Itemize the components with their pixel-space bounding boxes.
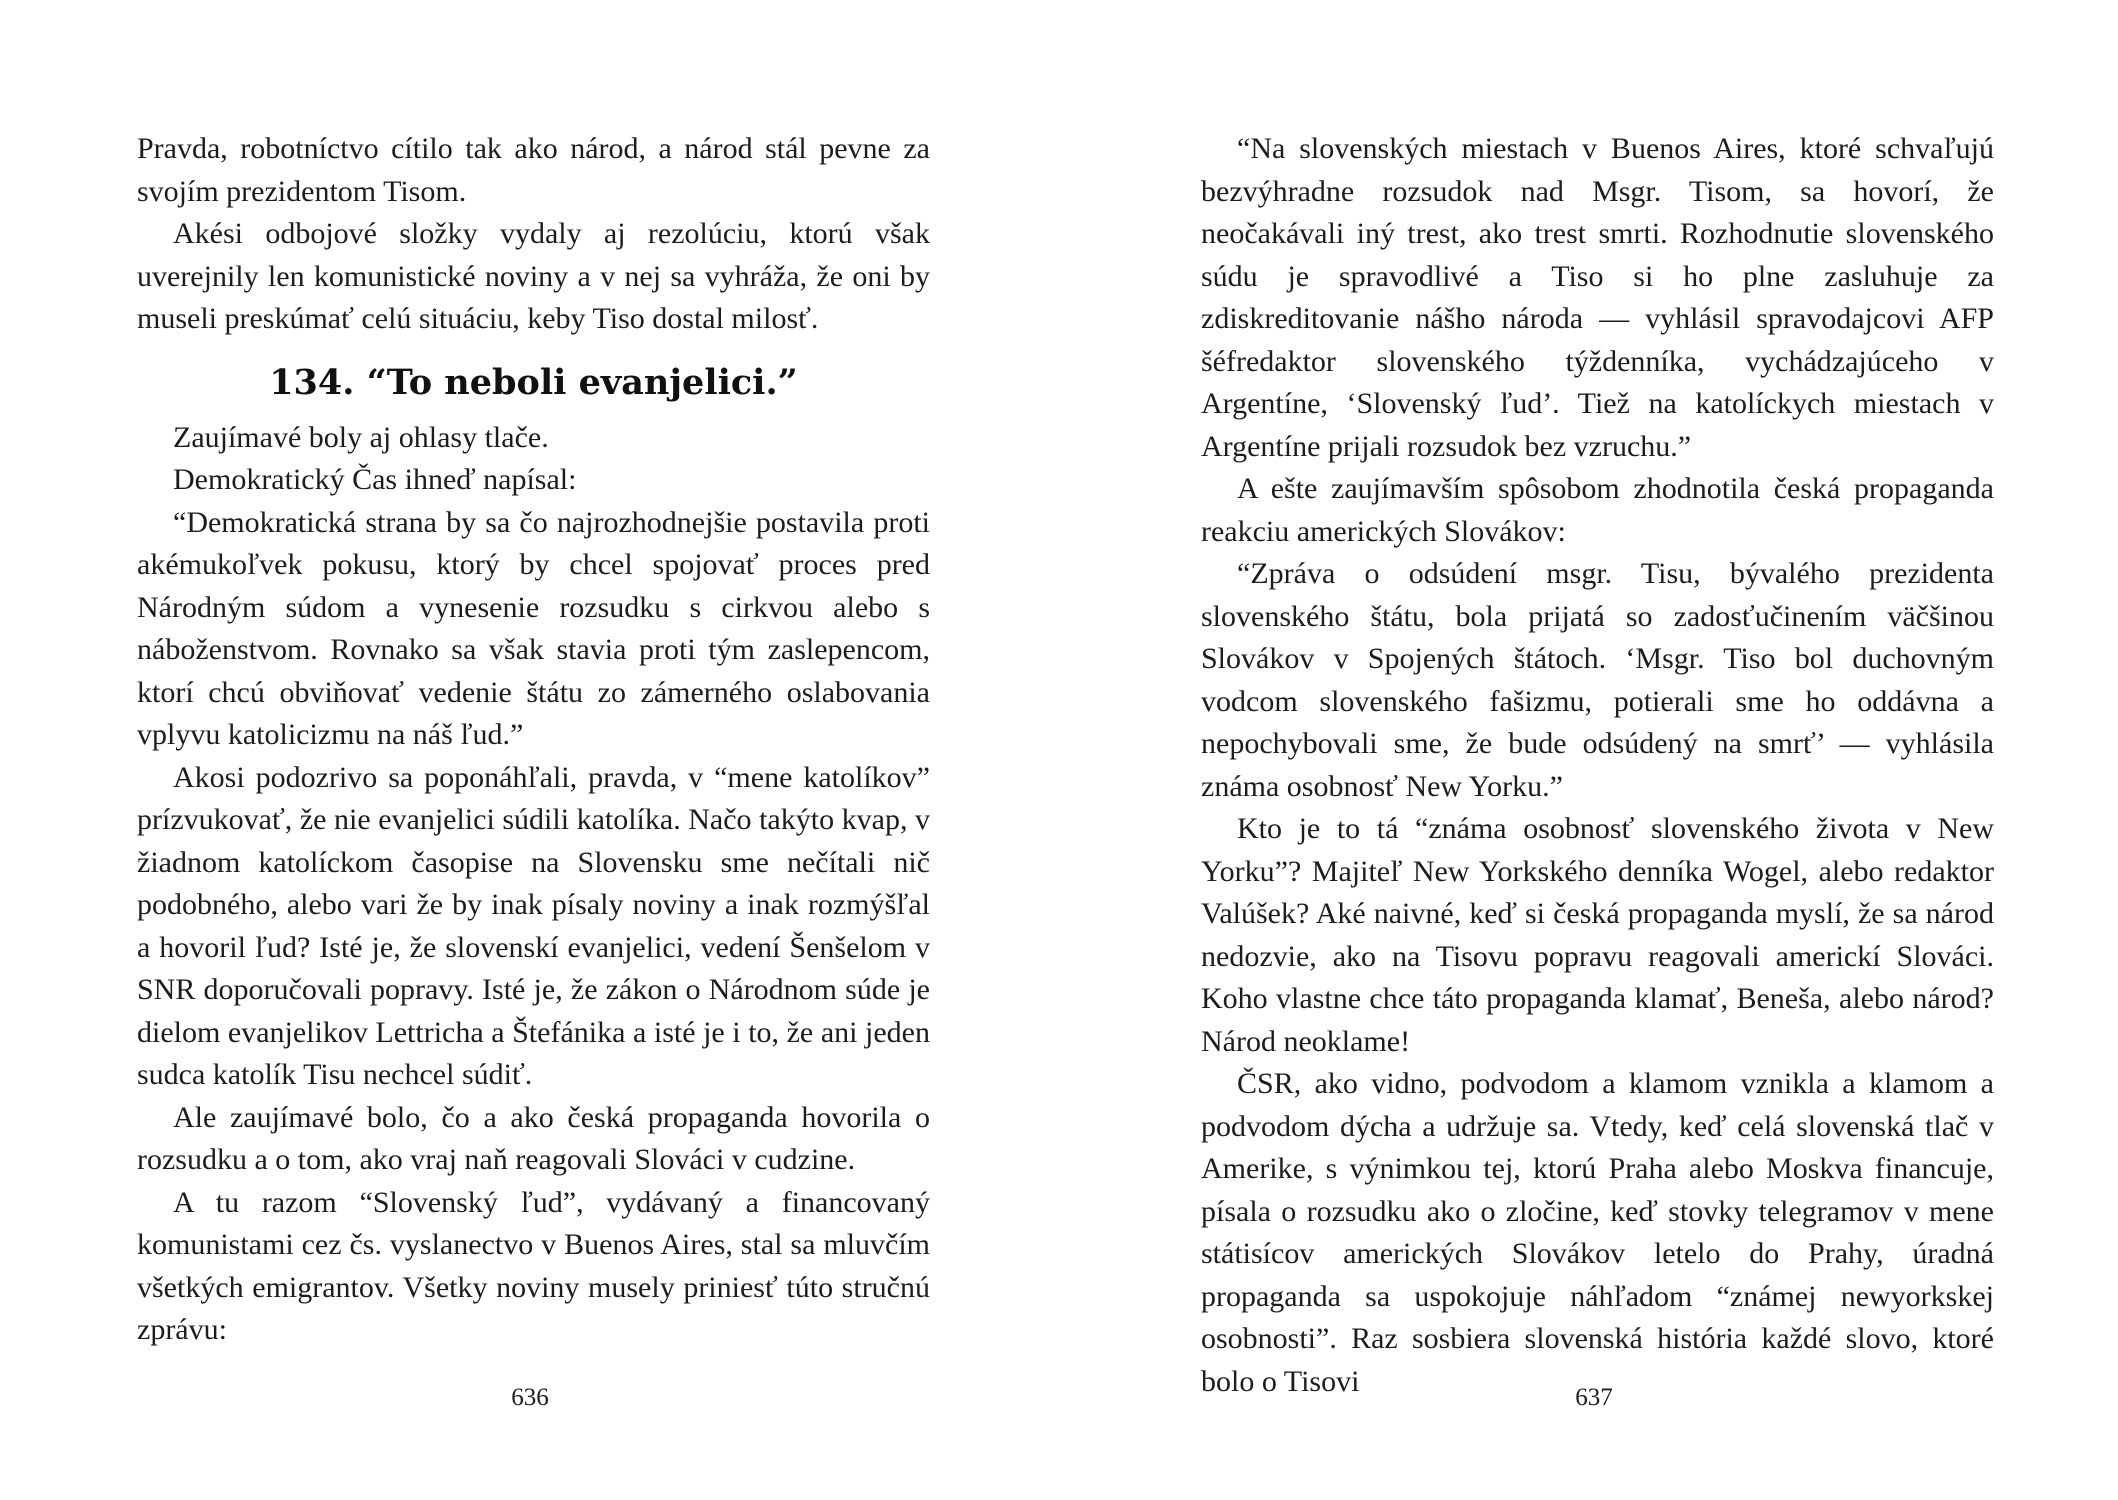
left-page-text bbox=[137, 128, 930, 1352]
paragraph: Pravda, robotníctvo cítilo tak ako národ, a národ stál pevne za svojím prezidentom Tisom. bbox=[137, 132, 930, 208]
paragraph: “Zpráva o odsúdení msgr. Tisu, bývalého prezidenta slovenského štátu, bola prijatá so zadosťučinením väčšinou Slovákov v Spojených štátoch. ‘Msgr. Tiso bol duchovným vodcom slovenského fašizmu, potierali sme ho oddávna a nepochybovali sme, že bude odsúdený na smrť’ — vyhlásila známa osobnosť New Yorku.” bbox=[1201, 557, 1994, 803]
paragraph: Ale zaujímavé bolo, čo a ako česká propaganda hovorila o rozsudku a o tom, ako vraj naň reagovali Slováci v cudzine. bbox=[137, 1100, 930, 1176]
chapter-heading: 134. “To neboli evanjelici.” bbox=[269, 361, 798, 403]
paragraph: Kto je to tá “známa osobnosť slovenského života v New Yorku”? Majiteľ New Yorkského denníka Wogel, alebo redaktor Valúšek? Aké naivné, keď si česká propaganda myslí, že sa národ nedozvie, ako na Tisovu popravu reagovali americkí Slováci. Koho vlastne chce táto propaganda klamať, Beneša, alebo národ? Národ neoklame! bbox=[1201, 812, 1994, 1058]
page-number-right: 637 bbox=[1575, 1384, 1613, 1411]
page-number-left: 636 bbox=[511, 1384, 549, 1411]
paragraph: A tu razom “Slovenský ľud”, vydávaný a financovaný komunistami cez čs. vyslanectvo v Buenos Aires, stal sa mluvčím všetkých emigrantov. Všetky noviny musely priniesť túto stručnú zprávu: bbox=[137, 1185, 930, 1346]
paragraph: A ešte zaujímavším spôsobom zhodnotila česká propaganda reakciu amerických Slovákov: bbox=[1201, 472, 1994, 548]
paragraph: Akési odbojové složky vydaly aj rezolúciu, ktorú však uverejnily len komunistické noviny a v nej sa vyhráža, že oni by museli preskúmať celú situáciu, keby Tiso dostal milosť. bbox=[137, 217, 930, 335]
right-page-text bbox=[1201, 128, 1994, 1403]
paragraph: Demokratický Čas ihneď napísal: bbox=[173, 463, 577, 496]
paragraph: Akosi podozrivo sa poponáhľali, pravda, v “mene katolíkov” prízvukovať, že nie evanjelici súdili katolíka. Načo takýto kvap, v žiadnom katolíckom časopise na Slovensku sme nečítali nič podobného, alebo vari že by inak písaly noviny a inak rozmýšľal a hovoril ľud? Isté je, že slovenskí evanjelici, vedení Šenšelom v SNR doporučovali popravy. Isté je, že zákon o Národnom súde je dielom evanjelikov Lettricha a Štefánika a isté je i to, že ani jeden sudca katolík Tisu nechcel súdiť. bbox=[137, 760, 930, 1091]
paragraph: “Demokratická strana by sa čo najrozhodnejšie postavila proti akémukoľvek pokusu, ktorý by chcel spojovať proces pred Národným súdom a vynesenie rozsudku s cirkvou alebo s náboženstvom. Rovnako sa však stavia proti tým zaslepencom, ktorí chcú obviňovať vedenie štátu zo zámerného oslabovania vplyvu katolicizmu na náš ľud.” bbox=[137, 505, 930, 751]
paragraph: “Na slovenských miestach v Buenos Aires, ktoré schvaľujú bezvýhradne rozsudok nad Msgr. Tisom, sa hovorí, že neočakávali iný trest, ako trest smrti. Rozhodnutie slovenského súdu je spravodlivé a Tiso si ho plne zasluhuje za zdiskreditovanie nášho národa — vyhlásil spravodajcovi AFP šéfredaktor slovenského týždenníka, vychádzajúceho v Argentíne, ‘Slovenský ľud’. Tiež na katolíckych miestach v Argentíne prijali rozsudok bez vzruchu.” bbox=[1201, 132, 1994, 463]
paragraph: Zaujímavé boly aj ohlasy tlače. bbox=[173, 420, 549, 454]
paragraph: ČSR, ako vidno, podvodom a klamom vznikla a klamom a podvodom dýcha a udržuje sa. Vtedy, keď celá slovenská tlač v Amerike, s výnimkou tej, ktorú Praha alebo Moskva financuje, písala o rozsudku ako o zločine, keď stovky telegramov v mene státisícov amerických Slovákov letelo do Prahy, úradná propaganda sa uspokojuje náhľadom “známej newyorkskej osobnosti”. Raz sosbiera slovenská história každé slovo, ktoré bolo o Tisovi bbox=[1201, 1067, 1994, 1398]
